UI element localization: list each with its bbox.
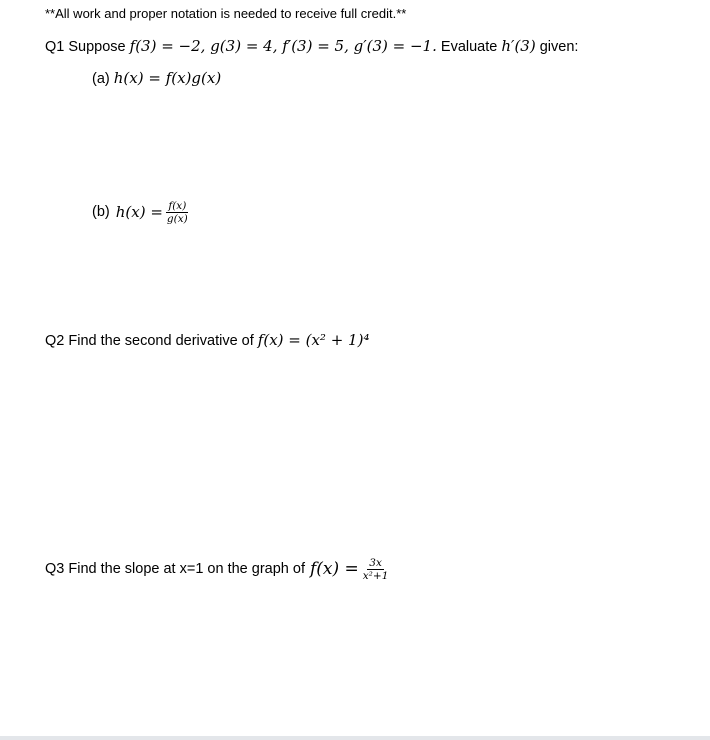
q3-lhs: f(x) = — [309, 559, 359, 579]
q1-part-b-label: (b) — [92, 204, 110, 220]
q2-expr: f(x) = (x² + 1)⁴ — [257, 331, 370, 349]
q1-statement — [45, 36, 578, 57]
q1-part-b — [92, 195, 190, 229]
q1-given-label: given: — [539, 39, 579, 55]
q1-part-a-label: (a) — [92, 71, 110, 87]
q1-part-a — [92, 68, 221, 89]
q1-givens: f(3) = −2, g(3) = 4, f′(3) = 5, g′(3) = −1. — [129, 37, 437, 55]
q2-statement — [45, 330, 369, 351]
q1-part-b-numerator: f(x) — [168, 199, 187, 212]
q3-text: Q3 Find the slope at x=1 on the graph of — [45, 561, 305, 577]
q3-numerator: 3x — [369, 556, 382, 569]
q3-fraction — [361, 557, 391, 582]
q2-text: Q2 Find the second derivative of — [45, 333, 254, 349]
q1-part-b-denominator: g(x) — [166, 212, 188, 225]
q1-part-b-lhs: h(x) = — [115, 203, 163, 221]
q1-part-b-fraction — [165, 200, 190, 225]
q1-intro: Q1 Suppose — [45, 39, 126, 55]
page-bottom-edge — [0, 736, 710, 740]
q1-part-a-expr: h(x) = f(x)g(x) — [113, 69, 222, 87]
q3-denominator: x²+1 — [362, 569, 389, 582]
credit-notice: **All work and proper notation is needed to receive full credit.** — [45, 6, 407, 21]
q1-target: h′(3) — [501, 37, 536, 55]
q3-statement — [45, 552, 390, 586]
q1-evaluate-label: Evaluate — [440, 39, 498, 55]
